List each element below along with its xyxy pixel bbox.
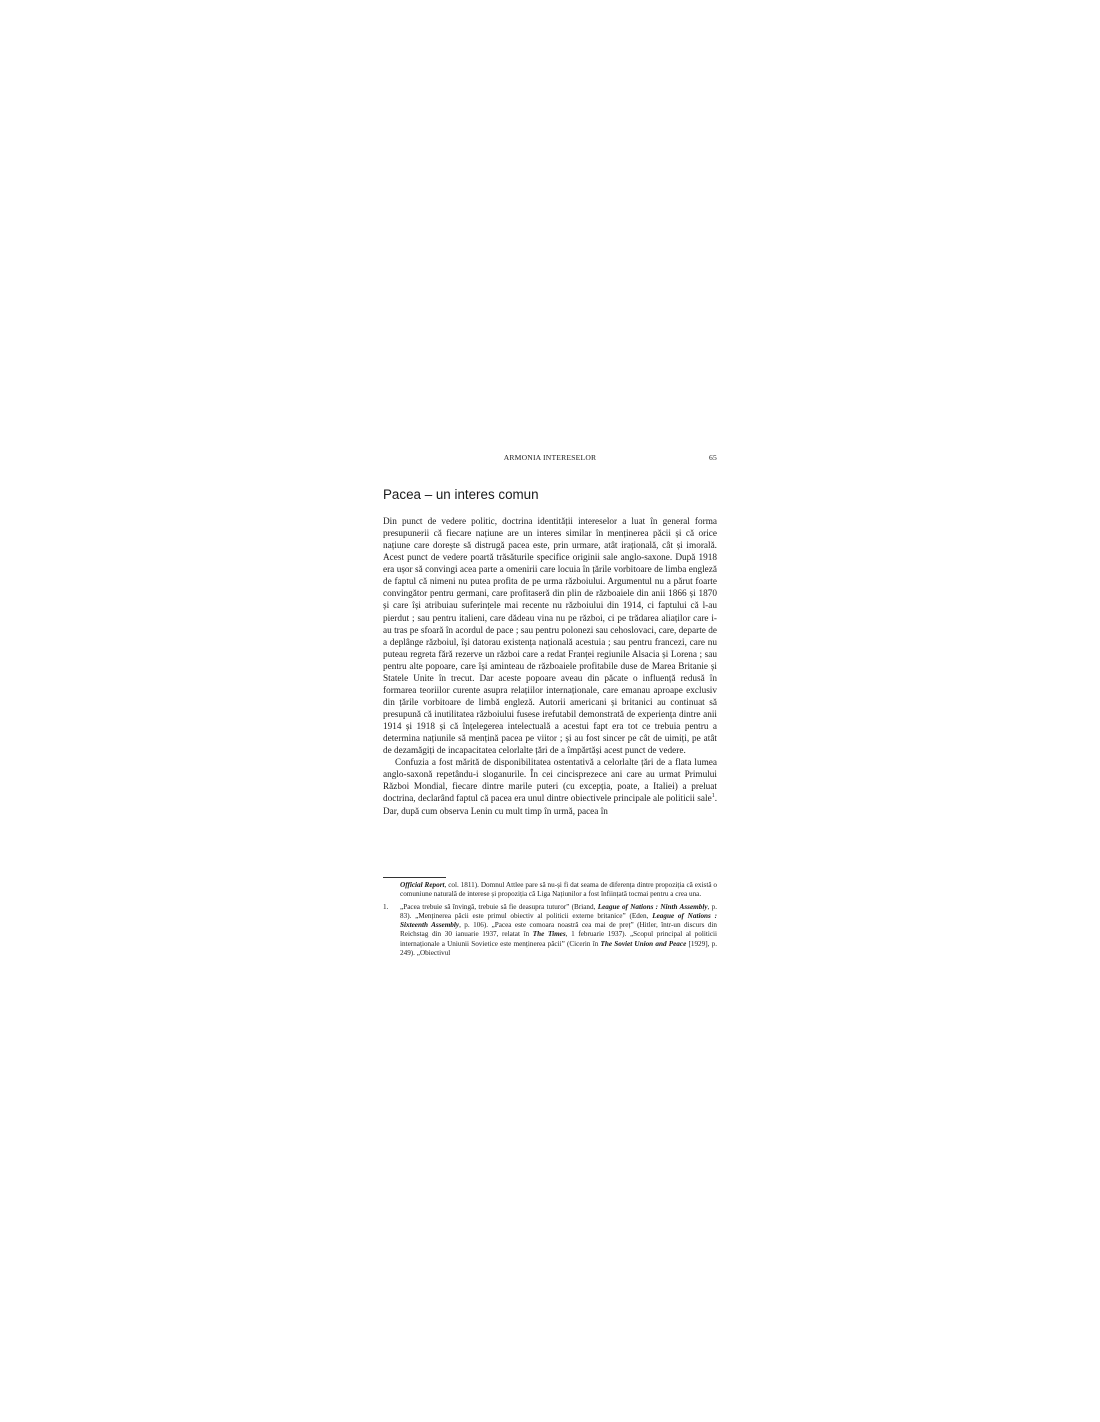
- paragraph: Din punct de vedere politic, doctrina identității intereselor a luat în general forma presupunerii că fiecare națiune are un interes similar în menținerea păcii și că orice națiune care dorește să distrugă pacea este, prin urmare, atât irațională, cât și imorală. Acest punct de vedere poartă trăsăturile specifice originii sale anglo-saxone. După 1918 era ușor să convingi acea parte a omenirii care locuia în țările vorbitoare de limba engleză de faptul că nimeni nu putea profita de pe urma războiului. Argumentul nu a părut foarte convingător pentru germani, care profitaseră din plin de războaiele din anii 1866 și 1870 și care își atribuiau suferințele mai recente nu războiului din 1914, ci faptului că l-au pierdut ; sau pentru italieni, care dădeau vina nu pe război, ci pe trădarea aliaților care i-au tras pe sfoară în acordul de pace ; sau pentru polonezi sau cehoslovaci, care, departe de a deplânge războiul, își datorau existența națională acestuia ; sau pentru francezi, care nu puteau regreta fără rezerve un război care a redat Franței regiunile Alsacia și Lorena ; sau pentru alte popoare, care își aminteau de războaiele profitabile duse de Marea Britanie și Statele Unite în trecut. Dar aceste popoare aveau din păcate o influență redusă în formarea teoriilor curente asupra relațiilor internaționale, care emanau aproape exclusiv din țările vorbitoare de limbă engleză. Autorii americani și britanici au continuat să presupună că inutilitatea războiului fusese irefutabil demonstrată de experiența dintre anii 1914 și 1918 și că înțelegerea intelectuală a acestui fapt era tot ce trebuia pentru a determina națiunile să mențină pacea pe viitor ; și au fost sincer pe cât de uimiți, pe atât de dezamăgiți de incapacitatea celorlalte țări de a împărtăși acest punct de vedere.: [383, 517, 717, 757]
- footnote-divider: [383, 877, 446, 878]
- footnote-1: [383, 903, 717, 959]
- footnote-span: , p. 83). „Menținerea păcii este primul obiectiv al politicii externe britanice” (Eden,: [400, 902, 717, 920]
- footnote-reference: 1: [711, 793, 715, 800]
- footnote-italic: The Times: [532, 930, 566, 939]
- footnote-span: , p. 106). „Pacea este comoara noastră cea mai de preț” (Hitler, într-un discurs din Reichstag din 30 ianuarie 1937, relatat în: [400, 921, 717, 939]
- footnote-span: [1929], p. 249). „Obiectivul: [400, 939, 717, 958]
- footnote-continued: [383, 881, 717, 900]
- page-number: 65: [709, 453, 717, 462]
- paragraph: [383, 757, 717, 817]
- paragraph-text: Confuzia a fost mărită de disponibilitatea ostentativă a celorlalte țări de a flata lumea anglo-saxonă repetându-i sloganurile. În cei cincisprezece ani care au urmat Primului Război Mondial, fiecare dintre marile puteri (cu excepția, poate, a Italiei) a preluat doctrina, declarând faptul că pacea era unul dintre obiectivele principale ale politicii sale: [383, 758, 717, 805]
- section-title: Pacea – un interes comun: [383, 487, 539, 502]
- running-title: ARMONIA INTERESELOR: [503, 453, 597, 462]
- footnote-span: „Pacea trebuie să învingă, trebuie să fie deasupra tuturor” (Briand,: [400, 902, 598, 911]
- body-text: [383, 516, 717, 818]
- footnote-span: , 1 februarie 1937). „Scopul principal al politicii internaționale a Uniunii Sovietice este menținerea păcii” (Cicerin în: [400, 930, 718, 948]
- footnote-italic: The Soviet Union and Peace: [600, 939, 687, 948]
- footnote-number: 1.: [383, 902, 389, 911]
- footnote-span: , col. 1811). Domnul Attlee pare să nu-și fi dat seama de diferența dintre propoziția că există o comuniune naturală de interese și propoziția că Liga Națiunilor a fost înființată tocmai pentru a crea una.: [400, 881, 717, 899]
- paragraph-text: . Dar, după cum observa Lenin cu mult timp în urmă, pacea în: [383, 794, 717, 817]
- footnote-italic: League of Nations : Ninth Assembly: [597, 902, 708, 911]
- footnote-text: [400, 881, 717, 900]
- running-head: [383, 453, 717, 467]
- footnote-italic: League of Nations : Sixteenth Assembly: [400, 911, 717, 930]
- footnotes: [383, 881, 717, 961]
- footnote-italic: Official Report: [400, 881, 445, 889]
- footnote-text: [400, 903, 717, 959]
